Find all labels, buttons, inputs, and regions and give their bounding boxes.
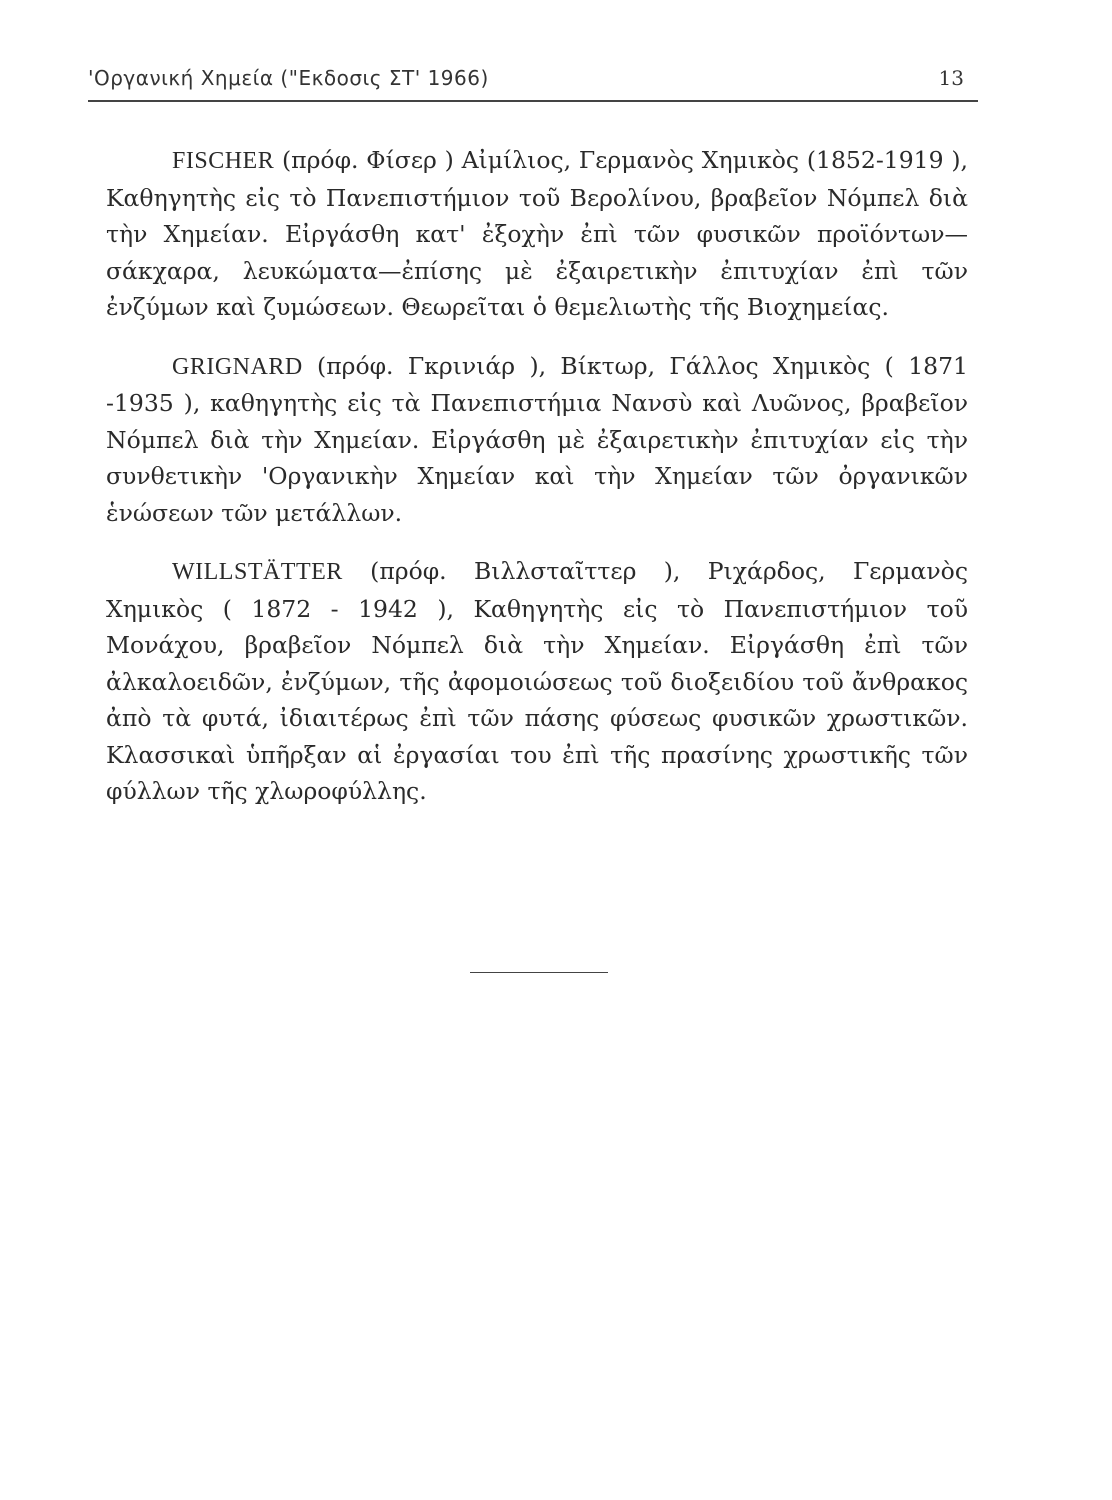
biography-entry-grignard bbox=[106, 348, 968, 532]
biography-list bbox=[106, 142, 968, 832]
running-head: 'Οργανική Χημεία ("Εκδοσις ΣΤ' 1966) bbox=[88, 66, 489, 90]
page-number: 13 bbox=[938, 66, 964, 90]
entry-surname: FISCHER bbox=[172, 148, 275, 174]
entry-surname: GRIGNARD bbox=[172, 353, 303, 380]
entry-text: (πρόφ. Φίσερ ) Αἰμίλιος, Γερμανὸς Χημικὸς (1852-1919 ), Καθηγητὴς εἰς τὸ Πανεπιστήμιον τοῦ Βερολίνου, βραβεῖον Νόμπελ διὰ τὴν Χημείαν. Εἰργάσθη κατ' ἐξοχὴν ἐπὶ τῶν φυσικῶν προϊόντων—σάκχαρα, λευκώματα—ἐπίσης μὲ ἐξαιρετικὴν ἐπιτυχίαν ἐπὶ τῶν ἐνζύμων καὶ ζυμώσεων. Θεωρεῖται ὁ θεμελιωτὴς τῆς Βιοχημείας. bbox=[106, 146, 968, 321]
entry-text: (πρόφ. Γκρινιάρ ), Βίκτωρ, Γάλλος Χημικὸς ( 1871 -1935 ), καθηγητὴς εἰς τὰ Πανεπιστήμια Νανσὺ καὶ Λυῶνος, βραβεῖον Νόμπελ διὰ τὴν Χημείαν. Εἰργάσθη μὲ ἐξαιρετικὴν ἐπιτυχίαν εἰς τὴν συνθετικὴν 'Οργανικὴν Χημείαν καὶ τὴν Χημείαν τῶν ὀργανικῶν ἑνώσεων τῶν μετάλλων. bbox=[106, 351, 968, 527]
section-end-rule bbox=[470, 972, 608, 973]
biography-entry-fischer bbox=[106, 142, 968, 326]
biography-entry-willstatter bbox=[106, 553, 968, 810]
page-header bbox=[88, 66, 978, 100]
header-rule bbox=[88, 100, 978, 102]
entry-text: (πρόφ. Βιλλσταῖττερ ), Ριχάρδος, Γερμανὸς Χημικὸς ( 1872 - 1942 ), Καθηγητὴς εἰς τὸ Πανεπιστήμιον τοῦ Μονάχου, βραβεῖον Νόμπελ διὰ τὴν Χημείαν. Εἰργάσθη ἐπὶ τῶν ἀλκαλοειδῶν, ἐνζύμων, τῆς ἀφομοιώσεως τοῦ διοξειδίου τοῦ ἄνθρακος ἀπὸ τὰ φυτά, ἰδιαιτέρως ἐπὶ τῶν πάσης φύσεως φυσικῶν χρωστικῶν. Κλασσικαὶ ὑπῆρξαν αἱ ἐργασίαι του ἐπὶ τῆς πρασίνης χρωστικῆς τῶν φύλλων τῆς χλωροφύλλης. bbox=[106, 557, 968, 805]
entry-surname: WILLSTÄTTER bbox=[172, 559, 343, 585]
